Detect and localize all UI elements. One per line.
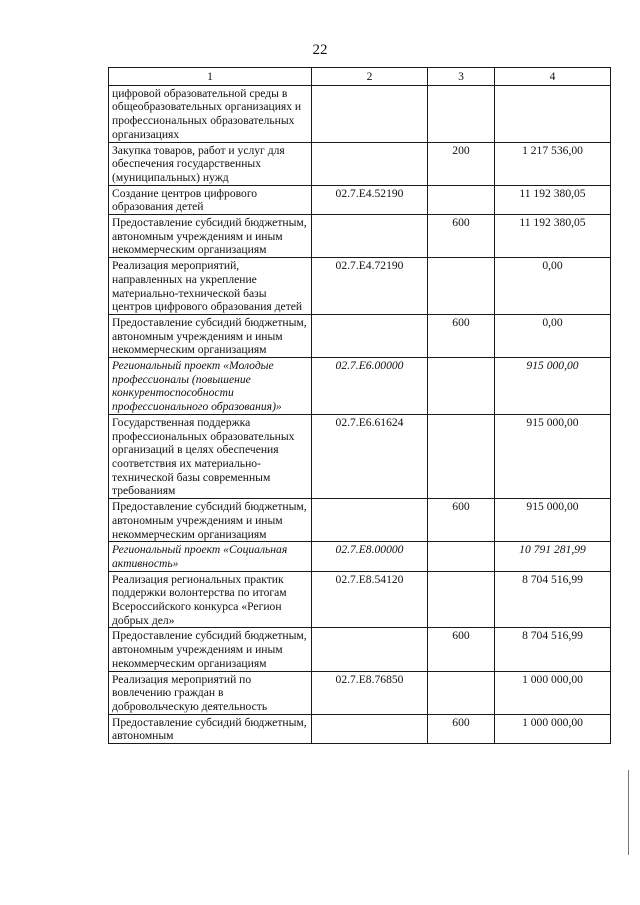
row-name: Предоставление субсидий бюджетным, автономным учреждениям и иным некоммерческим организациям xyxy=(109,215,312,258)
table-row xyxy=(109,314,611,357)
row-name: Реализация мероприятий, направленных на укрепление материально-технической базы центров цифрового образования детей xyxy=(109,258,312,315)
row-amount: 915 000,00 xyxy=(495,499,611,542)
row-expense-type xyxy=(428,571,495,628)
row-amount: 1 000 000,00 xyxy=(495,714,611,743)
row-amount: 915 000,00 xyxy=(495,358,611,415)
table-row xyxy=(109,258,611,315)
row-code xyxy=(312,628,428,671)
table-row xyxy=(109,542,611,571)
table-row xyxy=(109,358,611,415)
row-code xyxy=(312,142,428,185)
row-expense-type xyxy=(428,258,495,315)
row-name: Предоставление субсидий бюджетным, автономным учреждениям и иным некоммерческим организациям xyxy=(109,314,312,357)
row-code xyxy=(312,714,428,743)
table-row xyxy=(109,628,611,671)
header-row xyxy=(109,68,611,86)
row-expense-type: 600 xyxy=(428,714,495,743)
row-name: Государственная поддержка профессиональных образовательных организаций в целях обеспечения соответствия их материально-технической базы современным требованиям xyxy=(109,414,312,498)
table-row xyxy=(109,414,611,498)
row-amount: 8 704 516,99 xyxy=(495,628,611,671)
page-number: 22 xyxy=(312,42,328,58)
scan-mark xyxy=(628,770,629,855)
header-col-3: 3 xyxy=(428,68,495,86)
row-amount: 0,00 xyxy=(495,258,611,315)
row-code: 02.7.E8.54120 xyxy=(312,571,428,628)
header-col-4: 4 xyxy=(495,68,611,86)
table-row xyxy=(109,85,611,142)
header-col-1: 1 xyxy=(109,68,312,86)
table-row xyxy=(109,499,611,542)
row-expense-type: 200 xyxy=(428,142,495,185)
row-code: 02.7.E6.00000 xyxy=(312,358,428,415)
row-code xyxy=(312,85,428,142)
row-amount xyxy=(495,85,611,142)
row-amount: 915 000,00 xyxy=(495,414,611,498)
table-row xyxy=(109,142,611,185)
row-code xyxy=(312,314,428,357)
row-name: Региональный проект «Социальная активность» xyxy=(109,542,312,571)
row-name: Создание центров цифрового образования детей xyxy=(109,185,312,214)
row-name: Предоставление субсидий бюджетным, автономным учреждениям и иным некоммерческим организациям xyxy=(109,499,312,542)
table-row xyxy=(109,215,611,258)
row-name: Реализация региональных практик поддержки волонтерства по итогам Всероссийского конкурса «Регион добрых дел» xyxy=(109,571,312,628)
row-expense-type: 600 xyxy=(428,628,495,671)
row-expense-type xyxy=(428,542,495,571)
row-expense-type: 600 xyxy=(428,215,495,258)
row-name: Предоставление субсидий бюджетным, автономным xyxy=(109,714,312,743)
row-amount: 11 192 380,05 xyxy=(495,185,611,214)
table-row xyxy=(109,671,611,714)
row-amount: 11 192 380,05 xyxy=(495,215,611,258)
row-name: Закупка товаров, работ и услуг для обеспечения государственных (муниципальных) нужд xyxy=(109,142,312,185)
row-name: Региональный проект «Молодые профессионалы (повышение конкурентоспособности профессионального образования)» xyxy=(109,358,312,415)
row-code xyxy=(312,215,428,258)
row-name: Реализация мероприятий по вовлечению граждан в добровольческую деятельность xyxy=(109,671,312,714)
row-amount: 10 791 281,99 xyxy=(495,542,611,571)
budget-table xyxy=(108,67,611,744)
row-expense-type xyxy=(428,358,495,415)
row-code: 02.7.E4.72190 xyxy=(312,258,428,315)
row-name: Предоставление субсидий бюджетным, автономным учреждениям и иным некоммерческим организациям xyxy=(109,628,312,671)
row-expense-type xyxy=(428,185,495,214)
table-row xyxy=(109,571,611,628)
row-amount: 1 000 000,00 xyxy=(495,671,611,714)
row-code xyxy=(312,499,428,542)
row-expense-type xyxy=(428,414,495,498)
row-expense-type xyxy=(428,671,495,714)
row-code: 02.7.E8.00000 xyxy=(312,542,428,571)
row-amount: 0,00 xyxy=(495,314,611,357)
table-row xyxy=(109,185,611,214)
header-col-2: 2 xyxy=(312,68,428,86)
row-code: 02.7.E4.52190 xyxy=(312,185,428,214)
table-row xyxy=(109,714,611,743)
row-expense-type xyxy=(428,85,495,142)
row-expense-type: 600 xyxy=(428,499,495,542)
row-code: 02.7.E8.76850 xyxy=(312,671,428,714)
row-amount: 8 704 516,99 xyxy=(495,571,611,628)
row-expense-type: 600 xyxy=(428,314,495,357)
row-code: 02.7.E6.61624 xyxy=(312,414,428,498)
row-name: цифровой образовательной среды в общеобразовательных организациях и профессиональных образовательных организациях xyxy=(109,85,312,142)
row-amount: 1 217 536,00 xyxy=(495,142,611,185)
